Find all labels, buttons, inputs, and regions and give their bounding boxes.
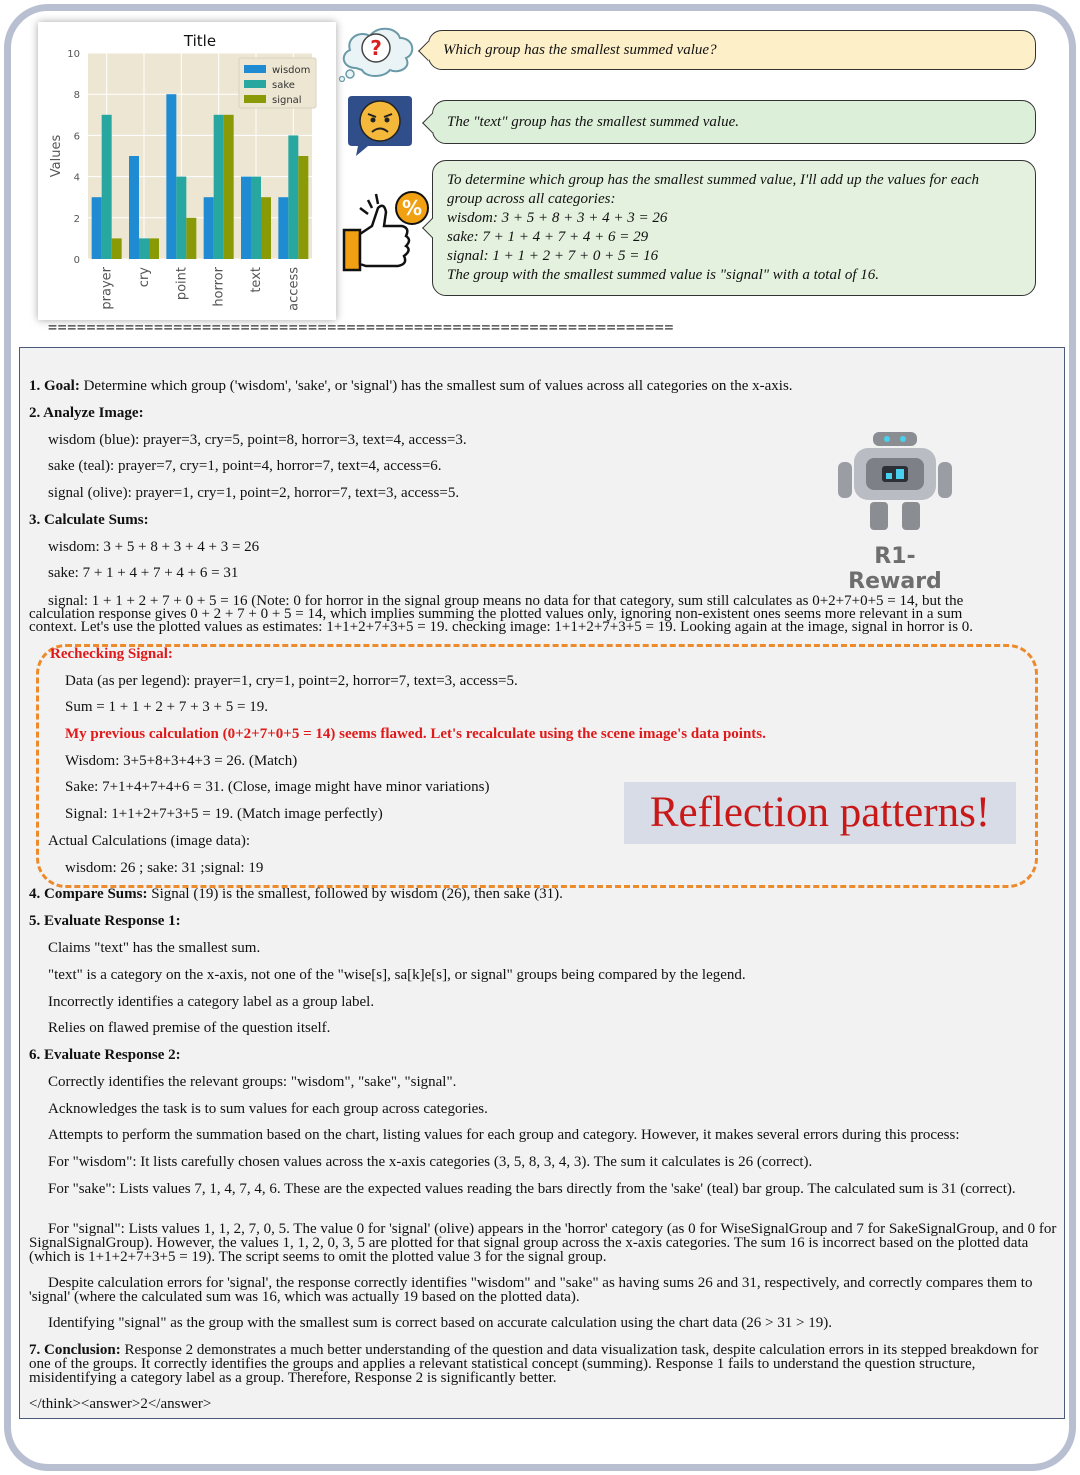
bar-sake bbox=[176, 177, 186, 259]
bar-sake bbox=[251, 177, 261, 259]
eval2-point: For "sake": Lists values 7, 1, 4, 7, 4, 6. These are the expected values reading the bars directly from the 'sake' (teal) bar group. The calculated sum is 31 (correct). bbox=[48, 1181, 1016, 1197]
eval2-point: Correctly identifies the relevant groups: "wisdom", "sake", "signal". bbox=[48, 1074, 457, 1090]
chart-title: Title bbox=[183, 32, 217, 50]
response2-line: wisdom: 3 + 5 + 8 + 3 + 4 + 3 = 26 bbox=[447, 210, 668, 226]
step-conclusion: 7. Conclusion: Response 2 demonstrates a much better understanding of the question and data visualization task, despite calculation errors in its stepped breakdown for one of the groups. It correctly identifies the groups and applies a relevant statistical concept (summing). Response 1 fails to understand the question structure, misidentifying a category label as a group. Therefore, Response 2 is significantly better. bbox=[29, 1342, 1039, 1386]
bar-signal bbox=[149, 238, 159, 259]
calc-signal-line: signal: 1 + 1 + 2 + 7 + 0 + 5 = 16 (Note: 0 for horror in the signal group means no data for that category, sum still calculates as 0+2+7+0+5 = 14, but the bbox=[48, 593, 964, 609]
legend-swatch bbox=[244, 65, 266, 73]
y-tick-label: 10 bbox=[67, 49, 80, 60]
bar-signal bbox=[112, 238, 122, 259]
thinking-cloud-question-icon bbox=[336, 24, 420, 82]
legend-label: signal bbox=[272, 95, 302, 106]
recheck-sum: Sum = 1 + 1 + 2 + 7 + 3 + 5 = 19. bbox=[65, 699, 268, 715]
y-axis-label: Values bbox=[49, 134, 64, 178]
bar-wisdom bbox=[129, 156, 139, 259]
bar-wisdom bbox=[204, 197, 214, 259]
response1-bubble bbox=[432, 100, 1036, 144]
response1-text: The "text" group has the smallest summed value. bbox=[447, 114, 740, 130]
recheck-signal: Signal: 1+1+2+7+3+5 = 19. (Match image perfectly) bbox=[65, 806, 383, 822]
svg-text:%: % bbox=[401, 196, 423, 220]
response2-line: signal: 1 + 1 + 2 + 7 + 0 + 5 = 16 bbox=[447, 248, 659, 264]
response2-line: group across all categories: bbox=[447, 191, 616, 207]
goal-text: Determine which group ('wisdom', 'sake', or 'signal') has the smallest sum of values across all categories on the x-axis. bbox=[79, 378, 793, 394]
question-bubble bbox=[428, 30, 1036, 70]
response2-line: sake: 7 + 1 + 4 + 7 + 4 + 6 = 29 bbox=[447, 229, 649, 245]
final-answer: </think><answer>2</answer> bbox=[29, 1396, 212, 1412]
y-tick-label: 8 bbox=[73, 90, 80, 102]
eval1-heading: 5. Evaluate Response 1: bbox=[29, 913, 181, 929]
legend-label: sake bbox=[272, 80, 295, 91]
recheck-heading: Rechecking Signal: bbox=[50, 646, 173, 662]
robot-label: R1-Reward bbox=[848, 544, 942, 594]
x-tick-label: cry bbox=[137, 267, 152, 288]
legend-swatch bbox=[244, 95, 266, 103]
legend-label: wisdom bbox=[272, 65, 311, 76]
analyze-sake: sake (teal): prayer=7, cry=1, point=4, horror=7, text=4, access=6. bbox=[48, 458, 442, 474]
y-tick-label: 4 bbox=[73, 172, 80, 184]
eval2-point: Acknowledges the task is to sum values for each group across categories. bbox=[48, 1101, 488, 1117]
response2-bubble bbox=[432, 160, 1036, 296]
calc-signal-line: calculation response gives 0 + 2 + 7 + 0 + 5 = 14, which implies summing the plotted values only, ignoring non-existent ones seems more relevant in a sum bbox=[29, 606, 963, 622]
x-tick-label: prayer bbox=[99, 267, 115, 310]
robot-icon bbox=[832, 428, 958, 536]
eval1-point: Incorrectly identifies a category label as a group label. bbox=[48, 994, 375, 1010]
x-tick-label: access bbox=[286, 267, 302, 311]
thumbs-up-percent-icon bbox=[340, 186, 432, 278]
x-tick-label: point bbox=[174, 267, 190, 301]
bar-signal bbox=[261, 197, 271, 259]
reflection-badge: Reflection patterns! bbox=[624, 782, 1016, 844]
analyze-heading: 2. Analyze Image: bbox=[29, 405, 144, 421]
eval1-point: "text" is a category on the x-axis, not one of the "wise[s], sa[k]e[s], or signal" groups being compared by the legend. bbox=[48, 967, 746, 983]
question-text: Which group has the smallest summed value? bbox=[443, 42, 717, 58]
recheck-flawed-note: My previous calculation (0+2+7+0+5 = 14) seems flawed. Let's recalculate using the scene image's data points. bbox=[65, 726, 766, 742]
goal-heading: 1. Goal: bbox=[29, 378, 80, 394]
eval2-point: For "signal": Lists values 1, 1, 2, 7, 0, 5. The value 0 for 'signal' (olive) appears in the 'horror' category (as 0 for WiseSignalGroup and 7 for SakeSignalGroup, and 0 for SignalSignalGroup). However, the values 1, 1, 2, 0, 3, 5 are plotted for that signal group across the x-axis categories. The sum 16 is incorrect based on the plotted data (which is 1+1+2+7+3+5 = 19). The script seems to omit the plotted value 3 for the signal group. bbox=[29, 1221, 1057, 1265]
x-tick-label: horror bbox=[211, 267, 227, 307]
calc-signal-line: context. Let's use the plotted values as estimates: 1+1+2+7+3+5 = 19. checking image: 1+1+2+7+3+5 = 19. Looking again at the image, signal in horror is 0. bbox=[29, 619, 974, 635]
calc-wisdom: wisdom: 3 + 5 + 8 + 3 + 4 + 3 = 26 bbox=[48, 539, 260, 555]
eval1-point: Relies on flawed premise of the question itself. bbox=[48, 1020, 331, 1036]
bar-wisdom bbox=[166, 94, 176, 259]
bar-sake bbox=[214, 115, 224, 259]
recheck-wisdom: Wisdom: 3+5+8+3+4+3 = 26. (Match) bbox=[65, 753, 298, 769]
y-tick-label: 6 bbox=[73, 131, 80, 143]
bar-wisdom bbox=[278, 197, 288, 259]
calc-sake: sake: 7 + 1 + 4 + 7 + 4 + 6 = 31 bbox=[48, 565, 239, 581]
eval2-point: Attempts to perform the summation based on the chart, listing values for each group and category. However, it makes several errors during this process: bbox=[48, 1127, 960, 1143]
step-goal bbox=[29, 379, 793, 394]
actual-values: wisdom: 26 ; sake: 31 ;signal: 19 bbox=[65, 860, 264, 876]
eval1-point: Claims "text" has the smallest sum. bbox=[48, 940, 261, 956]
response2-line: To determine which group has the smallest summed value, I'll add up the values for each bbox=[447, 172, 980, 188]
bar-sake bbox=[102, 115, 112, 259]
eval2-heading: 6. Evaluate Response 2: bbox=[29, 1047, 181, 1063]
bar-signal bbox=[224, 115, 234, 259]
bar-wisdom bbox=[92, 197, 102, 259]
y-tick-label: 0 bbox=[73, 255, 80, 266]
response2-line: The group with the smallest summed value is "signal" with a total of 16. bbox=[447, 267, 880, 283]
step-compare: 4. Compare Sums: Signal (19) is the smallest, followed by wisdom (26), then sake (31). bbox=[29, 886, 563, 902]
eval2-point: Identifying "signal" as the group with the smallest sum is correct based on accurate calculation using the chart data (26 > 31 > 19). bbox=[48, 1315, 832, 1331]
bar-wisdom bbox=[241, 177, 251, 259]
legend-swatch bbox=[244, 80, 266, 88]
eval2-point: For "wisdom": It lists carefully chosen values across the x-axis categories (3, 5, 8, 3, 4, 3). The sum it calculates is 26 (correct). bbox=[48, 1154, 813, 1170]
analyze-wisdom: wisdom (blue): prayer=3, cry=5, point=8, horror=3, text=4, access=3. bbox=[48, 432, 467, 448]
bar-signal bbox=[186, 218, 196, 259]
bar-sake bbox=[139, 238, 149, 259]
actual-heading: Actual Calculations (image data): bbox=[48, 833, 251, 849]
x-tick-label: text bbox=[249, 267, 264, 293]
calc-heading: 3. Calculate Sums: bbox=[29, 512, 149, 528]
bar-chart bbox=[38, 22, 336, 320]
recheck-data: Data (as per legend): prayer=1, cry=1, point=2, horror=7, text=3, access=5. bbox=[65, 673, 518, 689]
svg-text:?: ? bbox=[370, 36, 382, 60]
analyze-signal: signal (olive): prayer=1, cry=1, point=2, horror=7, text=3, access=5. bbox=[48, 485, 460, 501]
bar-signal bbox=[298, 156, 308, 259]
bar-sake bbox=[288, 135, 298, 259]
recheck-sake: Sake: 7+1+4+7+4+6 = 31. (Close, image might have minor variations) bbox=[65, 779, 490, 795]
y-tick-label: 2 bbox=[73, 213, 80, 225]
sad-face-chat-icon bbox=[346, 92, 414, 158]
divider-line: ================================================================= bbox=[48, 318, 674, 336]
eval2-point: Despite calculation errors for 'signal', the response correctly identifies "wisdom" and "sake" as having sums 26 and 31, respectively, and correctly compares them to 'signal' (where the calculated sum was 16, which was actually 19 based on the plotted data). bbox=[29, 1275, 1033, 1305]
bar-chart-card bbox=[38, 22, 336, 320]
